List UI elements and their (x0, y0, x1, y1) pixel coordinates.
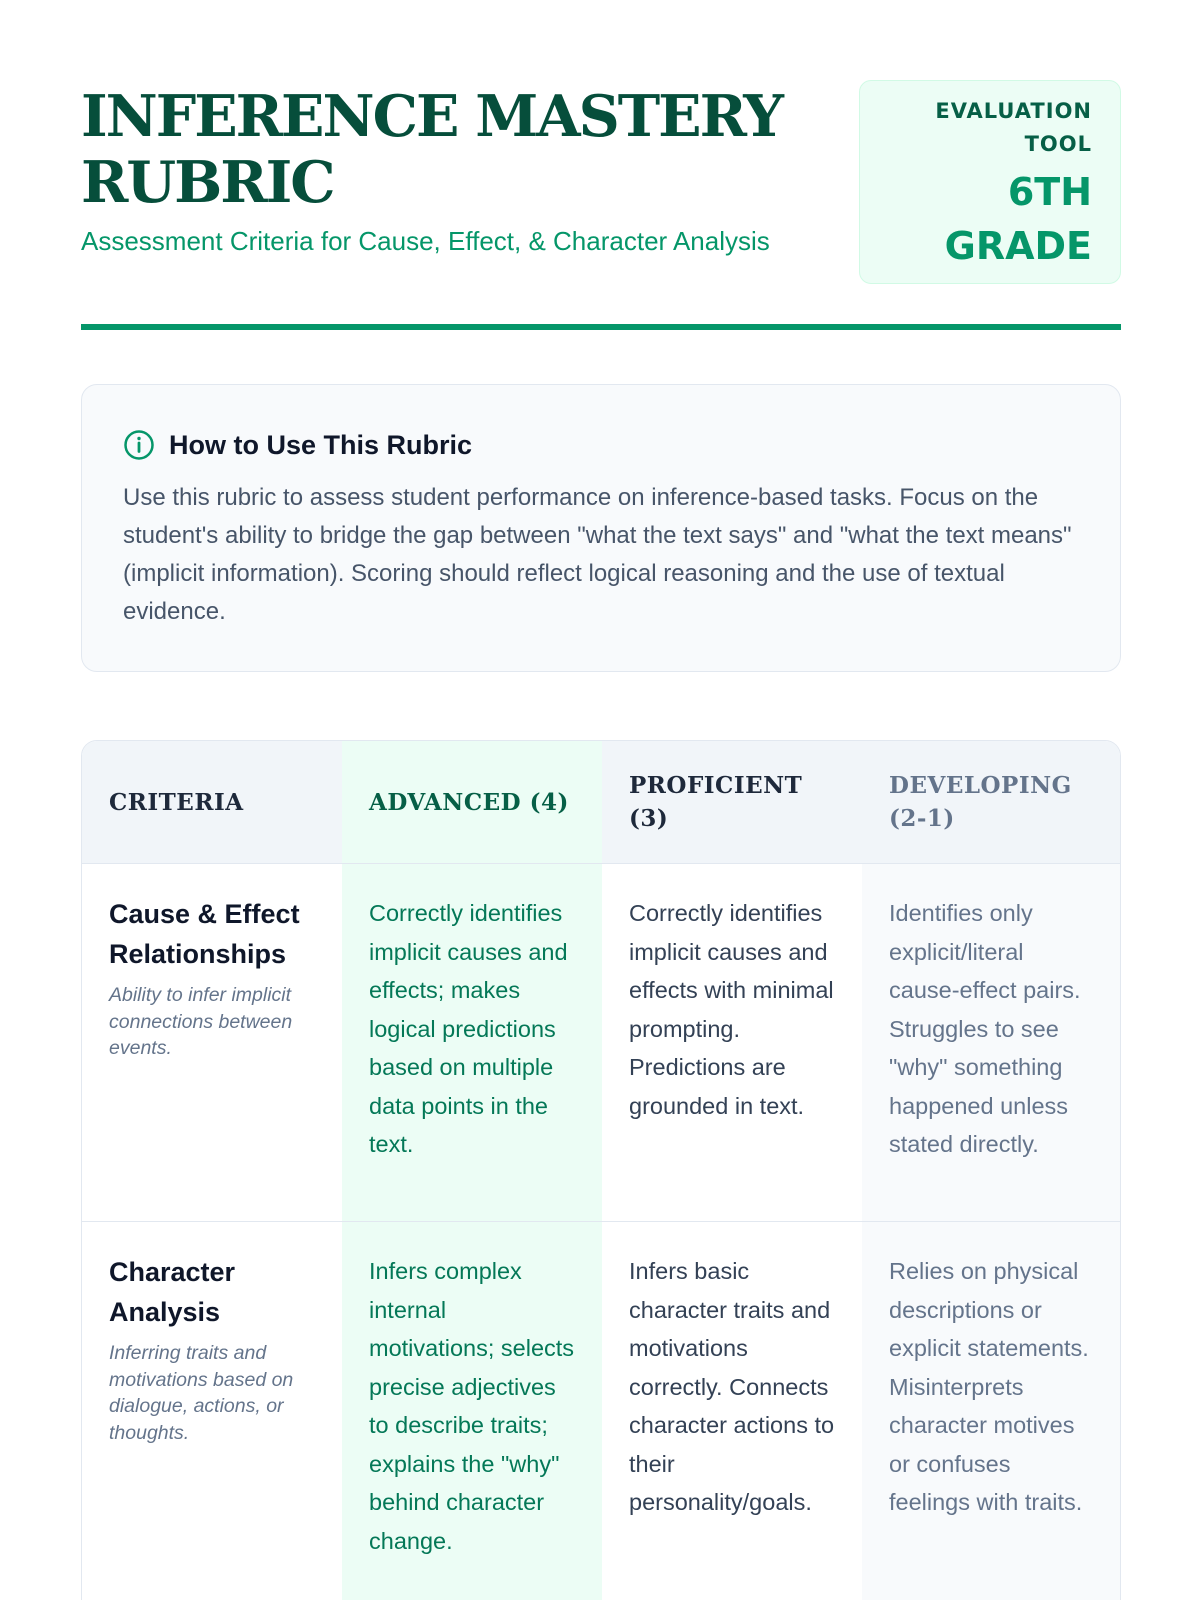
criteria-description: Inferring traits and motivations based on dialogue, actions, or thoughts. (109, 1342, 294, 1444)
badge-label: EVALUATION TOOL (935, 99, 1092, 156)
how-to-use-heading (123, 429, 472, 461)
developing-cell: Relies on physical descriptions or explicit statements. Misinterprets character motives or confuses feelings with traits. (862, 1222, 1121, 1600)
developing-cell: Identifies only explicit/literal cause-effect pairs. Struggles to see "why" something happened unless stated directly. (862, 864, 1121, 1221)
rubric-header-row (82, 741, 1120, 864)
header-divider (81, 324, 1121, 330)
how-to-use-panel (81, 384, 1121, 672)
how-to-use-text: Use this rubric to assess student performance on inference-based tasks. Focus on the student's ability to bridge the gap between "what the text says" and "what the text means" (implicit information). Scoring should reflect logical reasoning and the use of textual evidence. (123, 484, 1072, 625)
advanced-cell: Correctly identifies implicit causes and effects; makes logical predictions based on multiple data points in the text. (342, 864, 602, 1221)
criteria-title: Character Analysis (109, 1257, 236, 1327)
badge-grade: 6TH GRADE (944, 170, 1092, 268)
page-title: INFERENCE MASTERY RUBRIC (81, 83, 782, 216)
how-to-use-title: How to Use This Rubric (169, 429, 473, 460)
rubric-table (81, 740, 1121, 1600)
advanced-cell: Infers complex internal motivations; selects precise adjectives to describe traits; explains the "why" behind character change. (342, 1222, 602, 1600)
header-developing: DEVELOPING (2-1) (862, 741, 1121, 863)
table-row (82, 1222, 1120, 1600)
header-proficient: PROFICIENT (3) (602, 741, 862, 863)
header-advanced: ADVANCED (4) (342, 741, 602, 863)
header-criteria: CRITERIA (82, 741, 342, 863)
page-subtitle: Assessment Criteria for Cause, Effect, & Character Analysis (81, 226, 770, 256)
proficient-cell: Correctly identifies implicit causes and effects with minimal prompting. Predictions are grounded in text. (602, 864, 862, 1221)
grade-badge (859, 80, 1121, 284)
proficient-cell: Infers basic character traits and motivations correctly. Connects character actions to their personality/goals. (602, 1222, 862, 1600)
criteria-description: Ability to infer implicit connections between events. (109, 984, 293, 1059)
page-header (81, 80, 1121, 330)
table-row (82, 864, 1120, 1222)
criteria-title: Cause & Effect Relationships (109, 899, 300, 969)
info-icon (123, 429, 155, 461)
criteria-cell (82, 864, 342, 1221)
criteria-cell (82, 1222, 342, 1600)
